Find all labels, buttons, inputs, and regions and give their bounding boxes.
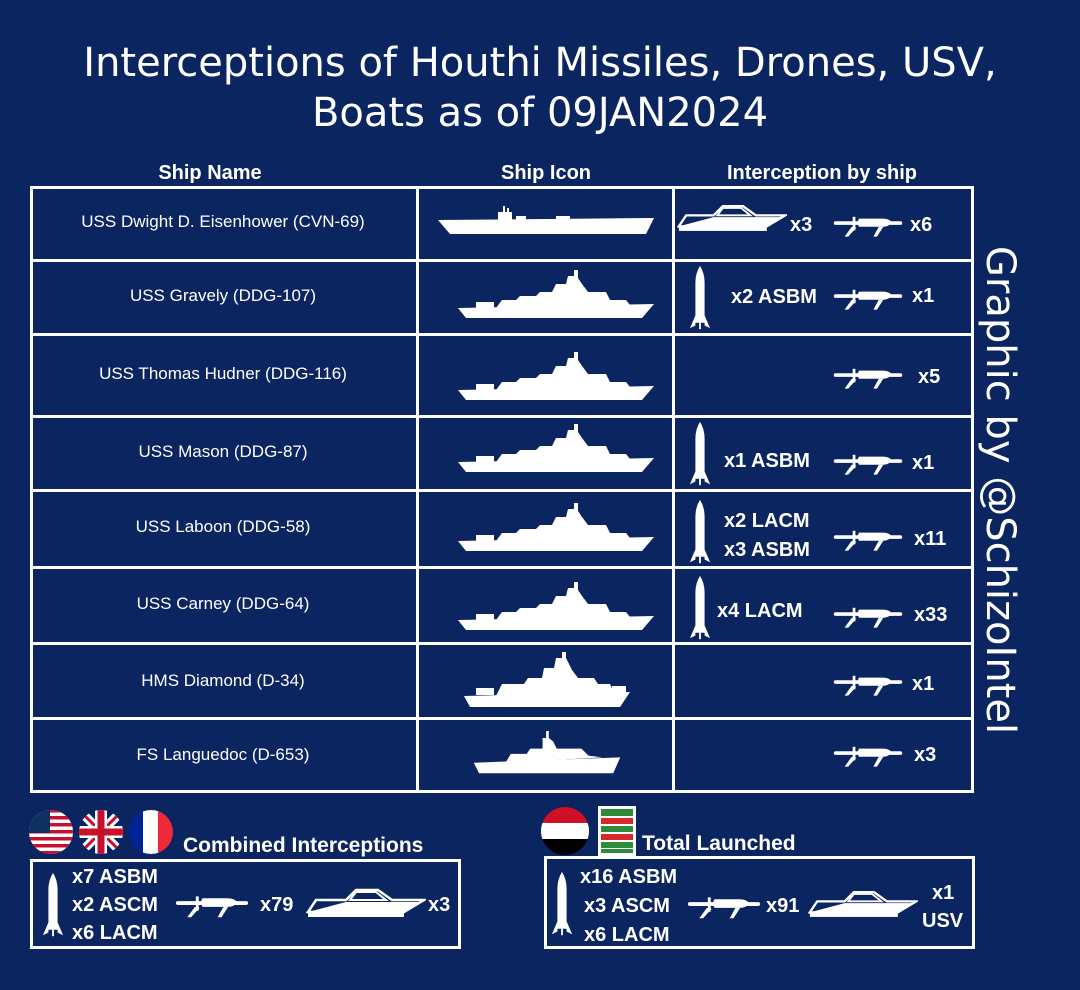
missile-icon: [42, 870, 64, 940]
missile-count: x3 ASBM: [724, 539, 810, 561]
drone-count: x79: [260, 894, 294, 916]
ship-name: USS Dwight D. Eisenhower (CVN-69): [81, 212, 365, 231]
drone-icon: [832, 596, 904, 634]
drone-count: x1: [912, 673, 935, 695]
drone-icon: [832, 205, 904, 243]
drone-count: x1: [912, 452, 935, 474]
france-flag: [128, 809, 174, 855]
missile-count: x6 LACM: [72, 922, 158, 944]
missile-icon: [689, 498, 711, 566]
missile-icon: [551, 868, 573, 940]
boat-icon: [808, 886, 918, 924]
ship-name: USS Mason (DDG-87): [138, 442, 308, 461]
drone-count: x6: [910, 214, 933, 236]
missile-count: x6 LACM: [584, 924, 670, 946]
drone-icon: [686, 885, 762, 925]
drone-count: x11: [914, 528, 947, 550]
column-header-ship-name: Ship Name: [158, 162, 262, 184]
houthi-emblem: [598, 806, 636, 856]
uk-flag: [78, 809, 124, 855]
missile-icon: [689, 264, 711, 332]
destroyer-icon: [456, 424, 656, 474]
column-header-interception: Interception by ship: [726, 162, 918, 184]
boat-count: x3: [790, 214, 813, 236]
boat-icon: [677, 200, 787, 238]
missile-icon: [689, 420, 711, 488]
frigate-icon: [472, 730, 622, 776]
ship-name: USS Thomas Hudner (DDG-116): [99, 364, 347, 383]
missile-count: x4 LACM: [717, 600, 803, 622]
yemen-flag: [540, 806, 590, 856]
destroyer-icon: [456, 352, 656, 402]
ship-name: USS Gravely (DDG-107): [129, 286, 317, 305]
ship-name: USS Laboon (DDG-58): [135, 517, 311, 536]
page-title: [40, 38, 1040, 138]
missile-count: x2 LACM: [724, 510, 810, 532]
ship-name: FS Languedoc (D-653): [136, 745, 310, 764]
destroyer-icon: [456, 270, 656, 320]
missile-count: x7 ASBM: [72, 866, 158, 888]
type45-destroyer-icon: [462, 652, 632, 708]
missile-count: x2 ASCM: [72, 894, 158, 916]
title-line-2: Boats as of 09JAN2024: [311, 90, 769, 136]
drone-count: x91: [766, 895, 800, 917]
drone-icon: [174, 884, 250, 924]
drone-icon: [832, 443, 904, 481]
aircraft-carrier-icon: [436, 204, 656, 238]
drone-count: x33: [914, 604, 948, 626]
ship-name: HMS Diamond (D-34): [141, 671, 305, 690]
launched-title: Total Launched: [642, 832, 796, 855]
drone-icon: [832, 664, 904, 702]
drone-count: x5: [918, 366, 941, 388]
missile-count: x16 ASBM: [580, 866, 678, 888]
us-flag: [28, 809, 74, 855]
drone-count: x3: [914, 744, 937, 766]
usv-label: USV: [922, 910, 964, 932]
destroyer-icon: [456, 582, 656, 632]
missile-icon: [689, 574, 711, 642]
combined-title: Combined Interceptions: [183, 834, 424, 857]
usv-count: x1: [932, 882, 955, 904]
missile-count: x3 ASCM: [584, 895, 670, 917]
drone-icon: [832, 519, 904, 557]
boat-icon: [306, 884, 426, 924]
title-line-1: Interceptions of Houthi Missiles, Drones, USV,: [83, 40, 997, 86]
credit-text: Graphic by @SchizoIntel: [977, 245, 1023, 735]
drone-count: x1: [912, 285, 935, 307]
drone-icon: [832, 735, 904, 773]
destroyer-icon: [456, 503, 656, 553]
boat-count: x3: [428, 894, 451, 916]
drone-icon: [832, 357, 904, 395]
missile-count: x2 ASBM: [731, 286, 817, 308]
column-header-ship-icon: Ship Icon: [501, 162, 591, 184]
missile-count: x1 ASBM: [724, 450, 810, 472]
ship-name: USS Carney (DDG-64): [136, 594, 310, 613]
drone-icon: [832, 278, 904, 316]
